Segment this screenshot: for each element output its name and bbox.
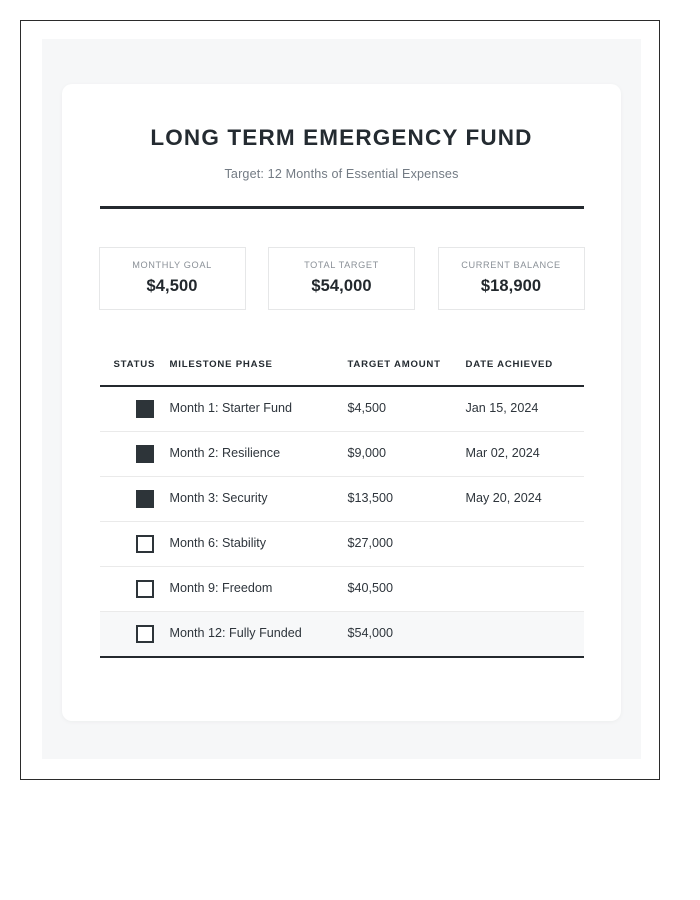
table-row[interactable] xyxy=(100,566,584,611)
cell-date: May 20, 2024 xyxy=(466,476,584,521)
stat-label: CURRENT BALANCE xyxy=(461,260,561,270)
cell-status xyxy=(100,476,170,521)
cell-amount: $13,500 xyxy=(348,476,466,521)
cell-status xyxy=(100,521,170,566)
cell-status xyxy=(100,566,170,611)
column-header-amount: TARGET AMOUNT xyxy=(347,358,441,370)
cell-status xyxy=(100,386,170,432)
stat-label: TOTAL TARGET xyxy=(304,260,379,270)
page-subtitle: Target: 12 Months of Essential Expenses xyxy=(224,167,459,181)
cell-date: Jan 15, 2024 xyxy=(466,386,584,432)
table-row[interactable] xyxy=(100,521,584,566)
cell-phase: Month 3: Security xyxy=(170,476,348,521)
stat-value: $18,900 xyxy=(480,277,542,295)
status-checkbox-checked-icon[interactable] xyxy=(136,490,154,508)
table-header-row xyxy=(100,358,584,386)
stat-value: $54,000 xyxy=(311,277,372,295)
status-checkbox-checked-icon[interactable] xyxy=(136,445,154,463)
table-row[interactable] xyxy=(100,476,584,521)
cell-amount: $54,000 xyxy=(348,611,466,657)
table-body xyxy=(100,386,584,657)
column-header-status: STATUS xyxy=(113,358,156,370)
cell-amount: $40,500 xyxy=(348,566,466,611)
column-header-date: DATE ACHIEVED xyxy=(465,358,553,370)
cell-amount: $27,000 xyxy=(348,521,466,566)
summary-stats xyxy=(99,247,585,310)
cell-phase: Month 2: Resilience xyxy=(170,431,348,476)
status-checkbox-unchecked-icon[interactable] xyxy=(136,580,154,598)
cell-date xyxy=(466,611,584,657)
column-header-phase: MILESTONE PHASE xyxy=(169,358,273,370)
table-row[interactable] xyxy=(100,386,584,432)
viewport-frame xyxy=(20,20,660,780)
cell-status xyxy=(100,431,170,476)
cell-phase: Month 12: Fully Funded xyxy=(170,611,348,657)
cell-date: Mar 02, 2024 xyxy=(466,431,584,476)
cell-phase: Month 6: Stability xyxy=(170,521,348,566)
status-checkbox-unchecked-icon[interactable] xyxy=(136,625,154,643)
page-title: LONG TERM EMERGENCY FUND xyxy=(150,125,533,150)
cell-phase: Month 1: Starter Fund xyxy=(170,386,348,432)
stat-card-total-target xyxy=(268,247,415,310)
cell-date xyxy=(466,566,584,611)
document-header xyxy=(62,84,621,209)
cell-amount: $9,000 xyxy=(348,431,466,476)
status-checkbox-unchecked-icon[interactable] xyxy=(136,535,154,553)
header-divider xyxy=(100,206,584,209)
stat-label: MONTHLY GOAL xyxy=(132,260,212,270)
cell-amount: $4,500 xyxy=(348,386,466,432)
stat-card-current-balance xyxy=(438,247,585,310)
status-checkbox-checked-icon[interactable] xyxy=(136,400,154,418)
table-row[interactable] xyxy=(100,431,584,476)
table-row[interactable] xyxy=(100,611,584,657)
stat-card-monthly-goal xyxy=(99,247,246,310)
milestone-table xyxy=(100,358,584,658)
stat-value: $4,500 xyxy=(146,277,198,295)
cell-date xyxy=(466,521,584,566)
table-header xyxy=(100,358,584,386)
cell-phase: Month 9: Freedom xyxy=(170,566,348,611)
document-card xyxy=(62,84,621,721)
cell-status xyxy=(100,611,170,657)
